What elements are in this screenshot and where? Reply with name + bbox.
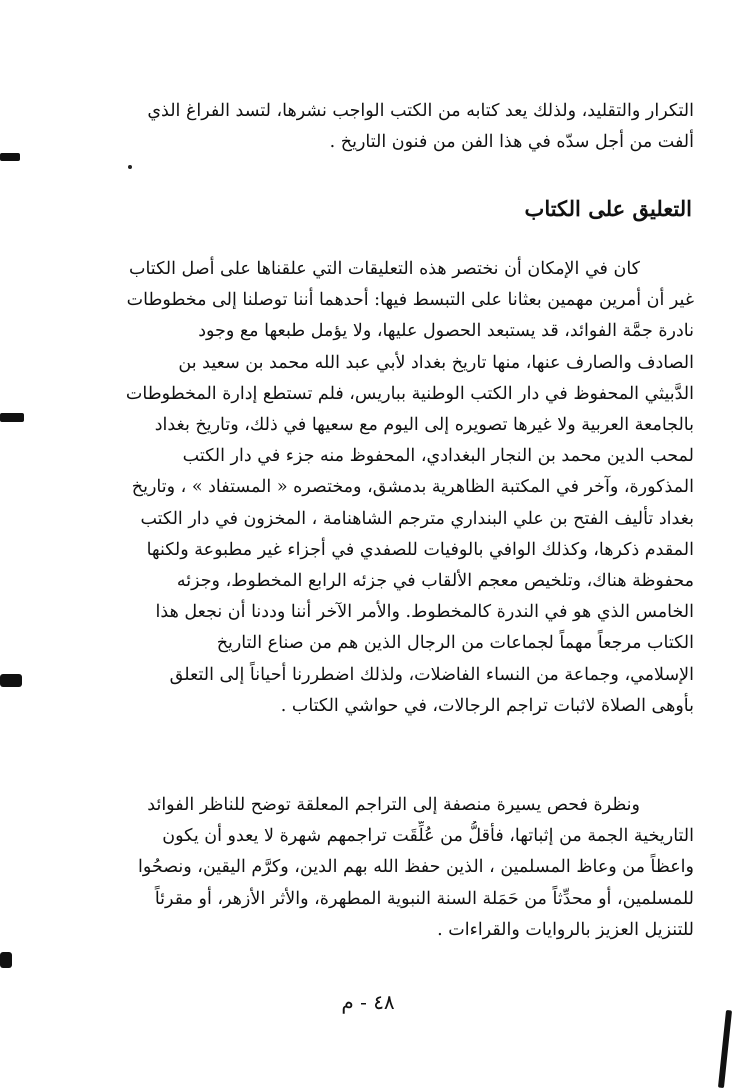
- text-line: الكتاب مرجعاً مهماً لجماعات من الرجال الذين هم من صناع التاريخ: [216, 633, 694, 654]
- scan-artifact-mark: [0, 413, 24, 422]
- page-edge-shadow: [718, 1010, 732, 1088]
- text-line: الصادف والصارف عنها، منها تاريخ بغداد لأبي عبد الله محمد بن سعيد بن: [178, 352, 694, 373]
- text-line: المذكورة، وآخر في المكتبة الظاهرية بدمشق، ومختصره « المستفاد » ، وتاريخ: [131, 477, 694, 498]
- ink-speck: [128, 165, 132, 169]
- text-line: لمحب الدين محمد بن النجار البغدادي، المحفوظ منه جزء في دار الكتب: [182, 446, 694, 467]
- paragraph-biographies: [46, 790, 694, 946]
- page-number: ٤٨ - م: [341, 990, 395, 1014]
- text-line: بالجامعة العربية ولا غيرها تصويره إلى اليوم مع سعيها في ذلك، وتاريخ بغداد: [154, 415, 694, 436]
- text-line: بأوهى الصلاة لاثبات تراجم الرجالات، في حواشي الكتاب .: [280, 695, 694, 716]
- text-line: محفوظة هناك، وتلخيص معجم الألقاب في جزئه الرابع المخطوط، وجزئه: [176, 571, 694, 592]
- text-line: المقدم ذكرها، وكذلك الوافي بالوفيات للصفدي في أجزاء غير مطبوعة ولكنها: [146, 539, 694, 560]
- text-line: للتنزيل العزيز بالروايات والقراءات .: [437, 919, 694, 940]
- intro-paragraph: [46, 96, 694, 158]
- text-line: الإسلامي، وجماعة من النساء الفاضلات، ولذلك اضطررنا أحياناً إلى التعلق: [169, 664, 694, 685]
- text-line: التاريخية الجمة من إثباتها، فأقلُّ من عُلِّقَت تراجمهم شهرة لا يعدو أن يكون: [162, 826, 694, 847]
- scan-artifact-mark: [0, 952, 12, 968]
- text-line: للمسلمين، أو محدِّثاً من حَمَلة السنة النبوية المطهرة، والأثر الأزهر، أو مقرئاً: [154, 888, 694, 909]
- text-line: ونظرة فحص يسيرة منصفة إلى التراجم المعلقة توضح للناظر الفوائد: [147, 795, 640, 815]
- text-line: واعظاً من وعاظ المسلمين ، الذين حفظ الله بهم الدين، وكرَّم اليقين، ونصحُوا: [138, 857, 694, 878]
- scan-artifact-mark: [0, 674, 22, 687]
- text-line: التكرار والتقليد، ولذلك يعد كتابه من الكتب الواجب نشرها، لتسد الفراغ الذي: [147, 101, 694, 121]
- text-line: نادرة جمَّة الفوائد، قد يستبعد الحصول عليها، ولا يؤمل طبعها مع وجود: [198, 321, 694, 342]
- paragraph-commentary: [46, 254, 694, 722]
- text-line: كان في الإمكان أن نختصر هذه التعليقات التي علقناها على أصل الكتاب: [128, 259, 640, 279]
- scan-artifact-mark: [0, 153, 20, 161]
- text-line: غير أن أمرين مهمين بعثانا على التبسط فيها: أحدهما أننا توصلنا إلى مخطوطات: [126, 290, 694, 311]
- text-line: الخامس الذي هو في الندرة كالمخطوط. والأمر الآخر أننا وددنا أن نجعل هذا: [155, 602, 694, 623]
- text-line: بغداد تأليف الفتح بن علي البنداري مترجم الشاهنامة ، المخزون في دار الكتب: [140, 508, 694, 529]
- text-line: ألفت من أجل سدّه في هذا الفن من فنون التاريخ .: [329, 132, 694, 153]
- text-line: الدَّبيثي المحفوظ في دار الكتب الوطنية بباريس، فلم تستطع إدارة المخطوطات: [125, 383, 694, 404]
- section-heading: التعليق على الكتاب: [524, 196, 692, 221]
